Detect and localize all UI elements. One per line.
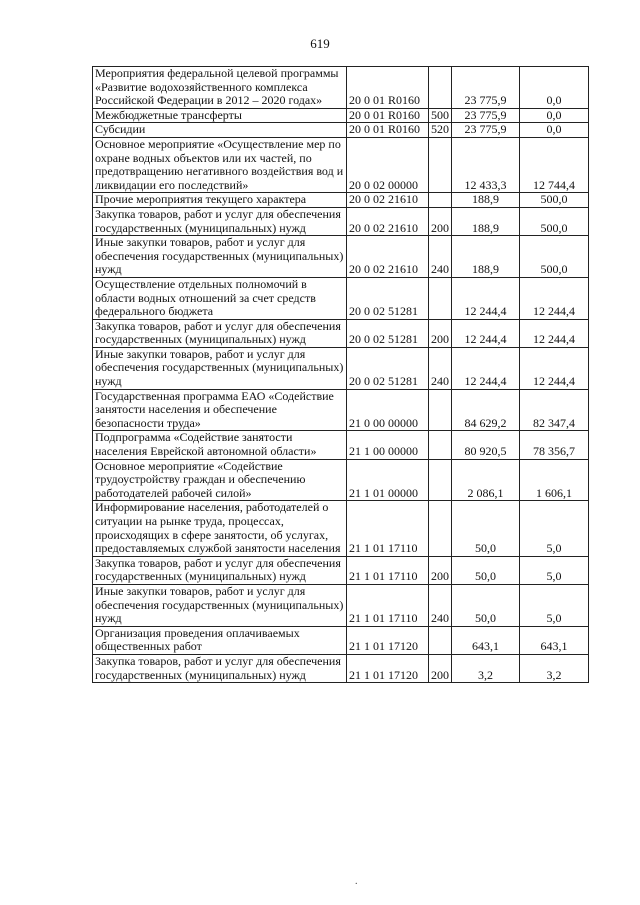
row-amount-year1-cell: 50,0 xyxy=(452,556,520,584)
budget-table-body xyxy=(93,67,589,683)
table-row xyxy=(93,236,589,278)
row-amount-year1-cell: 188,9 xyxy=(452,207,520,235)
table-row xyxy=(93,108,589,123)
table-row xyxy=(93,67,589,109)
table-row xyxy=(93,501,589,556)
row-amount-year2-cell: 5,0 xyxy=(520,584,589,626)
row-amount-year1-cell: 12 433,3 xyxy=(452,137,520,192)
row-code-cell: 21 1 01 17120 xyxy=(347,654,429,682)
row-amount-year1-cell: 80 920,5 xyxy=(452,431,520,459)
table-row xyxy=(93,347,589,389)
row-code-cell: 20 0 02 21610 xyxy=(347,193,429,208)
row-code-cell: 20 0 02 51281 xyxy=(347,319,429,347)
row-name-cell: Основное мероприятие «Осуществление мер по охране водных объектов или их частей, по предотвращению негативного воздействия вод и ликвидации его последствий» xyxy=(93,137,347,192)
row-expense-type-cell xyxy=(429,277,452,319)
page-number: 619 xyxy=(310,36,330,51)
row-expense-type-cell: 240 xyxy=(429,347,452,389)
row-amount-year2-cell: 0,0 xyxy=(520,67,589,109)
row-amount-year2-cell: 12 244,4 xyxy=(520,319,589,347)
row-code-cell: 21 1 01 17120 xyxy=(347,626,429,654)
row-name-cell: Организация проведения оплачиваемых общественных работ xyxy=(93,626,347,654)
row-expense-type-cell: 200 xyxy=(429,207,452,235)
row-expense-type-cell: 200 xyxy=(429,556,452,584)
row-expense-type-cell xyxy=(429,137,452,192)
row-name-cell: Иные закупки товаров, работ и услуг для обеспечения государственных (муниципальных) нужд xyxy=(93,347,347,389)
row-amount-year1-cell: 12 244,4 xyxy=(452,347,520,389)
row-amount-year1-cell: 12 244,4 xyxy=(452,319,520,347)
table-row xyxy=(93,193,589,208)
row-amount-year2-cell: 0,0 xyxy=(520,108,589,123)
row-expense-type-cell xyxy=(429,67,452,109)
table-row xyxy=(93,459,589,501)
row-amount-year1-cell: 3,2 xyxy=(452,654,520,682)
row-amount-year2-cell: 500,0 xyxy=(520,207,589,235)
table-row xyxy=(93,584,589,626)
row-amount-year1-cell: 2 086,1 xyxy=(452,459,520,501)
table-row xyxy=(93,277,589,319)
row-amount-year2-cell: 12 744,4 xyxy=(520,137,589,192)
row-code-cell: 20 0 02 21610 xyxy=(347,236,429,278)
row-amount-year1-cell: 50,0 xyxy=(452,584,520,626)
row-name-cell: Мероприятия федеральной целевой программы «Развитие водохозяйственного комплекса Российской Федерации в 2012 – 2020 годах» xyxy=(93,67,347,109)
row-name-cell: Межбюджетные трансферты xyxy=(93,108,347,123)
row-amount-year2-cell: 5,0 xyxy=(520,556,589,584)
row-code-cell: 20 0 01 R0160 xyxy=(347,123,429,138)
row-name-cell: Подпрограмма «Содействие занятости населения Еврейской автономной области» xyxy=(93,431,347,459)
row-name-cell: Информирование населения, работодателей о ситуации на рынке труда, процессах, происходящих в сфере занятости, об услугах, предоставляемых службой занятости населения xyxy=(93,501,347,556)
row-code-cell: 21 0 00 00000 xyxy=(347,389,429,431)
row-expense-type-cell: 200 xyxy=(429,319,452,347)
row-code-cell: 21 1 01 17110 xyxy=(347,556,429,584)
row-name-cell: Иные закупки товаров, работ и услуг для обеспечения государственных (муниципальных) нужд xyxy=(93,584,347,626)
row-expense-type-cell: 240 xyxy=(429,236,452,278)
row-amount-year1-cell: 188,9 xyxy=(452,236,520,278)
table-row xyxy=(93,207,589,235)
table-row xyxy=(93,654,589,682)
row-expense-type-cell xyxy=(429,626,452,654)
table-row xyxy=(93,431,589,459)
table-row xyxy=(93,319,589,347)
table-row xyxy=(93,123,589,138)
row-expense-type-cell xyxy=(429,459,452,501)
row-expense-type-cell: 240 xyxy=(429,584,452,626)
row-name-cell: Закупка товаров, работ и услуг для обеспечения государственных (муниципальных) нужд xyxy=(93,207,347,235)
row-amount-year1-cell: 84 629,2 xyxy=(452,389,520,431)
row-code-cell: 20 0 02 51281 xyxy=(347,347,429,389)
table-row xyxy=(93,137,589,192)
row-amount-year2-cell: 5,0 xyxy=(520,501,589,556)
row-expense-type-cell xyxy=(429,389,452,431)
row-amount-year1-cell: 50,0 xyxy=(452,501,520,556)
row-amount-year1-cell: 23 775,9 xyxy=(452,108,520,123)
row-name-cell: Иные закупки товаров, работ и услуг для обеспечения государственных (муниципальных) нужд xyxy=(93,236,347,278)
row-amount-year2-cell: 500,0 xyxy=(520,193,589,208)
row-name-cell: Осуществление отдельных полномочий в области водных отношений за счет средств федерального бюджета xyxy=(93,277,347,319)
row-code-cell: 21 1 00 00000 xyxy=(347,431,429,459)
row-code-cell: 20 0 01 R0160 xyxy=(347,108,429,123)
row-amount-year1-cell: 23 775,9 xyxy=(452,123,520,138)
row-amount-year2-cell: 12 244,4 xyxy=(520,277,589,319)
row-amount-year1-cell: 643,1 xyxy=(452,626,520,654)
row-expense-type-cell: 520 xyxy=(429,123,452,138)
budget-table xyxy=(92,66,589,683)
row-amount-year2-cell: 82 347,4 xyxy=(520,389,589,431)
footer-mark: . xyxy=(355,876,358,887)
row-name-cell: Основное мероприятие «Содействие трудоустройству граждан и обеспечению работодателей рабочей силой» xyxy=(93,459,347,501)
row-name-cell: Закупка товаров, работ и услуг для обеспечения государственных (муниципальных) нужд xyxy=(93,654,347,682)
row-amount-year2-cell: 0,0 xyxy=(520,123,589,138)
row-code-cell: 20 0 02 51281 xyxy=(347,277,429,319)
row-expense-type-cell: 200 xyxy=(429,654,452,682)
row-expense-type-cell: 500 xyxy=(429,108,452,123)
row-code-cell: 20 0 01 R0160 xyxy=(347,67,429,109)
table-row xyxy=(93,556,589,584)
row-code-cell: 20 0 02 21610 xyxy=(347,207,429,235)
row-code-cell: 20 0 02 00000 xyxy=(347,137,429,192)
row-amount-year1-cell: 188,9 xyxy=(452,193,520,208)
row-code-cell: 21 1 01 00000 xyxy=(347,459,429,501)
row-name-cell: Закупка товаров, работ и услуг для обеспечения государственных (муниципальных) нужд xyxy=(93,319,347,347)
row-amount-year2-cell: 500,0 xyxy=(520,236,589,278)
table-row xyxy=(93,389,589,431)
row-expense-type-cell xyxy=(429,193,452,208)
table-row xyxy=(93,626,589,654)
row-amount-year1-cell: 12 244,4 xyxy=(452,277,520,319)
row-amount-year2-cell: 1 606,1 xyxy=(520,459,589,501)
row-name-cell: Государственная программа ЕАО «Содействие занятости населения и обеспечение безопасности труда» xyxy=(93,389,347,431)
row-code-cell: 21 1 01 17110 xyxy=(347,584,429,626)
row-amount-year2-cell: 12 244,4 xyxy=(520,347,589,389)
row-amount-year2-cell: 643,1 xyxy=(520,626,589,654)
row-name-cell: Прочие мероприятия текущего характера xyxy=(93,193,347,208)
row-expense-type-cell xyxy=(429,431,452,459)
row-code-cell: 21 1 01 17110 xyxy=(347,501,429,556)
row-name-cell: Субсидии xyxy=(93,123,347,138)
row-amount-year1-cell: 23 775,9 xyxy=(452,67,520,109)
row-amount-year2-cell: 78 356,7 xyxy=(520,431,589,459)
row-amount-year2-cell: 3,2 xyxy=(520,654,589,682)
row-name-cell: Закупка товаров, работ и услуг для обеспечения государственных (муниципальных) нужд xyxy=(93,556,347,584)
row-expense-type-cell xyxy=(429,501,452,556)
